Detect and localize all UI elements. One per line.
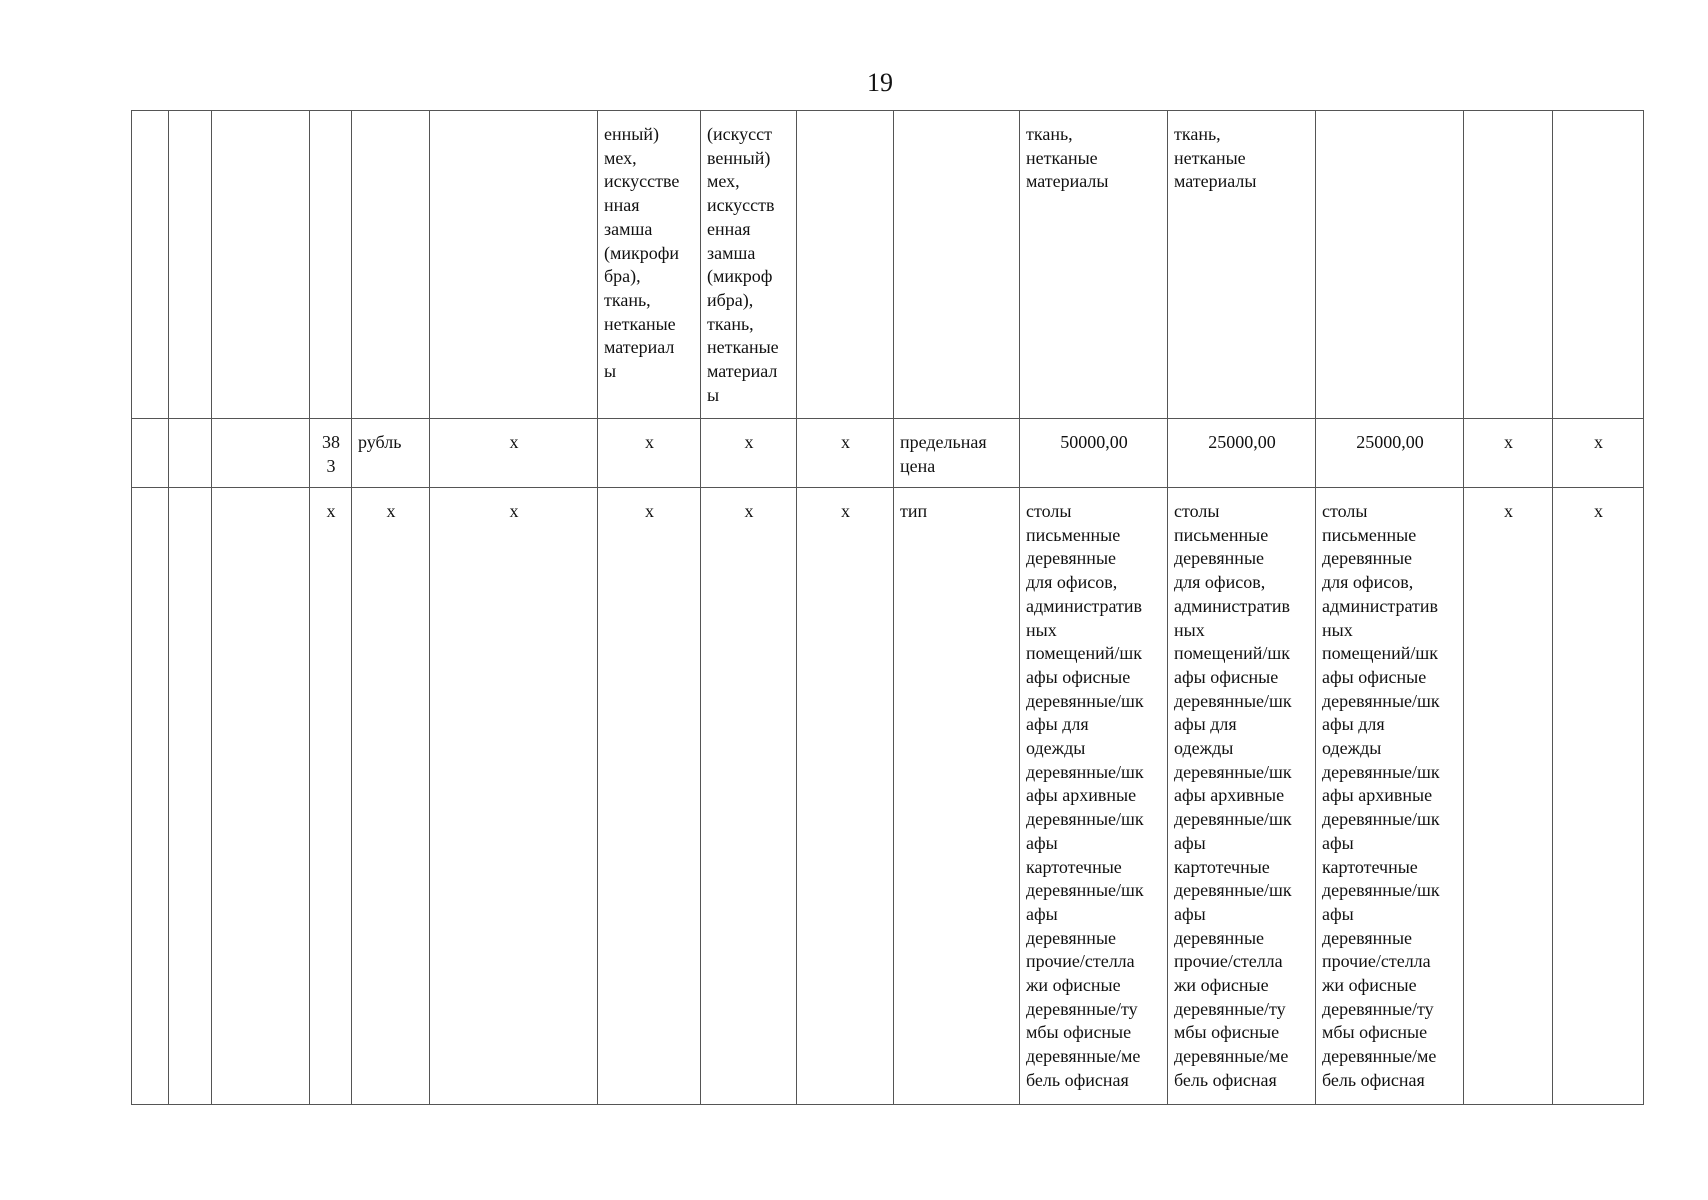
table-cell: х bbox=[352, 488, 430, 1105]
table-cell: х bbox=[430, 419, 598, 488]
table-cell-material: ткань, нетканые материалы bbox=[1020, 111, 1168, 419]
table-cell bbox=[212, 488, 310, 1105]
table-cell bbox=[132, 488, 169, 1105]
table-row bbox=[132, 111, 1644, 419]
table-cell-material: енный) мех, искусстве нная замша (микрофи бра), ткань, нетканые материал ы bbox=[598, 111, 701, 419]
table-cell bbox=[1316, 111, 1464, 419]
table-cell bbox=[797, 111, 894, 419]
table-cell bbox=[310, 111, 352, 419]
table-cell bbox=[169, 111, 212, 419]
table-cell: х bbox=[1553, 488, 1644, 1105]
table-cell: х bbox=[797, 419, 894, 488]
table-cell bbox=[430, 111, 598, 419]
table-cell-value: столы письменные деревянные для офисов, административ ных помещений/шк афы офисные деревянные/шк афы для одежды деревянные/шк афы архивные деревянные/шк афы картотечные деревянные/шк афы деревянные прочие/стелла жи офисные деревянные/ту мбы офисные деревянные/ме бель офисная bbox=[1020, 488, 1168, 1105]
table-cell-value: 25000,00 bbox=[1168, 419, 1316, 488]
table-cell-characteristic: тип bbox=[894, 488, 1020, 1105]
table-cell bbox=[212, 111, 310, 419]
table-cell bbox=[132, 419, 169, 488]
table-cell-characteristic: предельная цена bbox=[894, 419, 1020, 488]
table-cell-value: 25000,00 bbox=[1316, 419, 1464, 488]
table-cell: х bbox=[1553, 419, 1644, 488]
table-cell: х bbox=[430, 488, 598, 1105]
table-cell: х bbox=[701, 419, 797, 488]
table-cell bbox=[212, 419, 310, 488]
specification-table bbox=[131, 110, 1644, 1105]
table-cell bbox=[169, 488, 212, 1105]
table-cell bbox=[1553, 111, 1644, 419]
table-cell bbox=[352, 111, 430, 419]
table-cell-code: 38 3 bbox=[310, 419, 352, 488]
table-cell: х bbox=[1464, 419, 1553, 488]
table-cell bbox=[132, 111, 169, 419]
table-cell-value: столы письменные деревянные для офисов, административ ных помещений/шк афы офисные деревянные/шк афы для одежды деревянные/шк афы архивные деревянные/шк афы картотечные деревянные/шк афы деревянные прочие/стелла жи офисные деревянные/ту мбы офисные деревянные/ме бель офисная bbox=[1316, 488, 1464, 1105]
table-cell: х bbox=[598, 419, 701, 488]
table-cell bbox=[169, 419, 212, 488]
table-cell-material: ткань, нетканые материалы bbox=[1168, 111, 1316, 419]
table-cell bbox=[894, 111, 1020, 419]
table-cell-unit: рубль bbox=[352, 419, 430, 488]
table-cell-value: 50000,00 bbox=[1020, 419, 1168, 488]
page-number: 19 bbox=[867, 68, 893, 97]
table-cell: х bbox=[797, 488, 894, 1105]
table-cell: х bbox=[1464, 488, 1553, 1105]
table-cell: х bbox=[701, 488, 797, 1105]
table-cell-material: (искусст венный) мех, искусств енная замша (микроф ибра), ткань, нетканые материал ы bbox=[701, 111, 797, 419]
table-row bbox=[132, 419, 1644, 488]
table-cell: х bbox=[310, 488, 352, 1105]
table-cell bbox=[1464, 111, 1553, 419]
table-cell-value: столы письменные деревянные для офисов, административ ных помещений/шк афы офисные деревянные/шк афы для одежды деревянные/шк афы архивные деревянные/шк афы картотечные деревянные/шк афы деревянные прочие/стелла жи офисные деревянные/ту мбы офисные деревянные/ме бель офисная bbox=[1168, 488, 1316, 1105]
table-cell: х bbox=[598, 488, 701, 1105]
table-row bbox=[132, 488, 1644, 1105]
